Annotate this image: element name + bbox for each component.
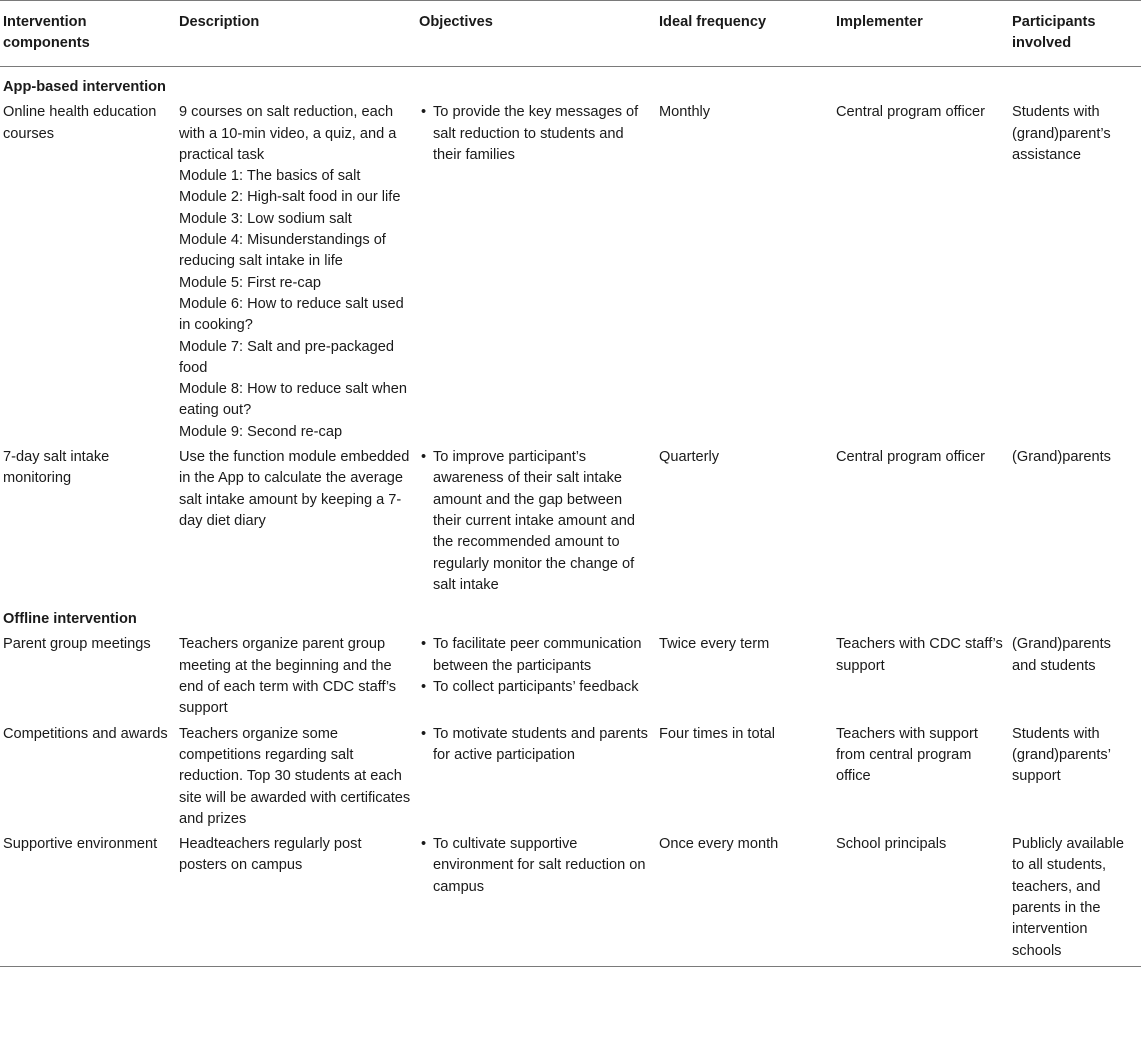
description-line: Module 1: The basics of salt xyxy=(179,168,361,185)
section-title: Offline intervention xyxy=(3,611,137,628)
objective-text: To facilitate peer communication between the participants xyxy=(433,636,642,674)
section-row-app-based xyxy=(0,67,1141,102)
table-row xyxy=(0,446,1141,599)
objective-text: To cultivate supportive environment for salt reduction on campus xyxy=(433,836,646,895)
objective-text: To collect participants’ feedback xyxy=(433,679,639,696)
objectives-list xyxy=(419,447,652,596)
objectives-cell xyxy=(416,633,656,722)
description-cell: Teachers organize parent group meeting at the beginning and the end of each term with CDC staff’s support xyxy=(179,636,397,717)
description-line: Module 4: Misunderstandings of reducing salt intake in life xyxy=(179,232,386,270)
component-cell: Parent group meetings xyxy=(3,636,151,653)
implementer-cell: Central program officer xyxy=(836,104,985,121)
bullet-icon: • xyxy=(421,449,427,466)
header-participants-involved: Participants involved xyxy=(1009,1,1141,67)
description-line: Module 6: How to reduce salt used in cooking? xyxy=(179,295,404,334)
component-cell: Online health education courses xyxy=(3,104,157,142)
bullet-icon: • xyxy=(421,679,427,696)
header-implementer: Implementer xyxy=(833,1,1009,67)
participants-cell: Students with (grand)parent’s assistance xyxy=(1012,104,1111,163)
frequency-cell: Twice every term xyxy=(659,636,770,653)
header-ideal-frequency: Ideal frequency xyxy=(656,1,833,67)
list-item xyxy=(419,102,652,166)
objectives-list xyxy=(419,724,652,767)
table-row xyxy=(0,723,1141,833)
objectives-cell xyxy=(416,723,656,833)
description-line: Module 2: High-salt food in our life xyxy=(179,189,401,206)
implementer-cell: Central program officer xyxy=(836,449,985,466)
list-item xyxy=(419,634,652,677)
bullet-icon: • xyxy=(421,725,427,742)
description-line: Module 9: Second re-cap xyxy=(179,423,343,440)
header-intervention-components: Intervention components xyxy=(0,1,176,67)
header-row xyxy=(0,1,1141,67)
objectives-cell xyxy=(416,101,656,446)
description-cell: Teachers organize some competitions regarding salt reduction. Top 30 students at each site will be awarded with certificates and prizes xyxy=(179,725,411,827)
objectives-list xyxy=(419,102,652,166)
frequency-cell: Monthly xyxy=(659,104,711,121)
participants-cell: Students with (grand)parents’ support xyxy=(1012,725,1111,785)
objectives-list xyxy=(419,834,652,898)
component-cell: Supportive environment xyxy=(0,833,176,966)
list-item xyxy=(419,834,652,898)
section-row-offline xyxy=(0,599,1141,633)
bullet-icon: • xyxy=(421,104,427,121)
participants-cell: (Grand)parents xyxy=(1012,449,1111,466)
description-cell: Use the function module embedded in the App to calculate the average salt intake amount by keeping a 7-day diet diary xyxy=(179,449,410,529)
description-line: 9 courses on salt reduction, each with a 10-min video, a quiz, and a practical task xyxy=(179,104,397,163)
objectives-cell xyxy=(416,833,656,966)
table-row xyxy=(0,833,1141,966)
list-item xyxy=(419,447,652,596)
implementer-cell: Teachers with support from central program office xyxy=(836,725,978,785)
description-cell: Headteachers regularly post posters on campus xyxy=(176,833,416,966)
bullet-icon: • xyxy=(421,836,427,853)
header-description: Description xyxy=(176,1,416,67)
participants-cell: Publicly available to all students, teachers, and parents in the intervention schools xyxy=(1009,833,1141,966)
participants-cell: (Grand)parents and students xyxy=(1012,636,1111,674)
implementer-cell: School principals xyxy=(833,833,1009,966)
header-objectives: Objectives xyxy=(416,1,656,67)
objectives-list xyxy=(419,634,652,698)
list-item xyxy=(419,677,652,698)
section-title: App-based intervention xyxy=(3,79,166,95)
objective-text: To improve participant’s awareness of their salt intake amount and the gap between their current intake amount and the recommended amount to regularly monitor the change of salt intake xyxy=(433,449,635,593)
frequency-cell: Quarterly xyxy=(659,449,720,466)
component-cell: 7-day salt intake monitoring xyxy=(3,449,110,487)
frequency-cell: Once every month xyxy=(656,833,833,966)
objective-text: To provide the key messages of salt reduction to students and their families xyxy=(433,104,639,163)
objective-text: To motivate students and parents for active participation xyxy=(433,725,648,763)
description-line: Module 8: How to reduce salt when eating out? xyxy=(179,381,407,419)
objectives-cell xyxy=(416,446,656,599)
description-line: Module 3: Low sodium salt xyxy=(179,210,352,227)
description-line: Module 5: First re-cap xyxy=(179,274,321,291)
implementer-cell: Teachers with CDC staff’s support xyxy=(836,636,1003,674)
bullet-icon: • xyxy=(421,636,427,653)
list-item xyxy=(419,724,652,767)
description-line: Module 7: Salt and pre-packaged food xyxy=(179,338,394,376)
table-row xyxy=(0,633,1141,722)
frequency-cell: Four times in total xyxy=(659,725,775,742)
description-cell xyxy=(176,101,416,446)
component-cell: Competitions and awards xyxy=(3,725,168,742)
table-row xyxy=(0,101,1141,446)
